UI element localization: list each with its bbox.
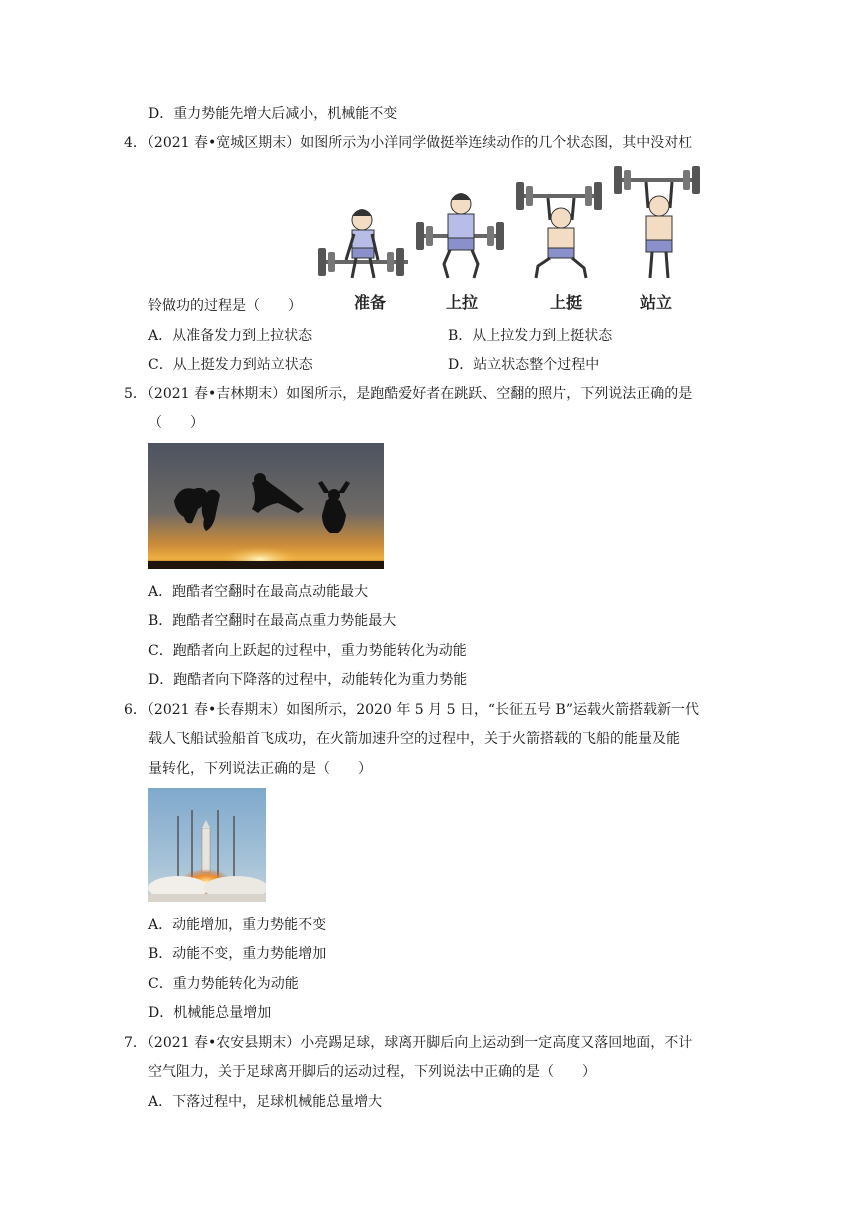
rocket-launch-photo (148, 788, 266, 902)
lifter-pull-icon (416, 193, 504, 278)
q5-option-a: A．跑酷者空翻时在最高点动能最大 (148, 584, 369, 600)
q6-option-d: D．机械能总量增加 (148, 1005, 272, 1021)
q5-stem-line1: 5．（2021 春•吉林期末）如图所示，是跑酷爱好者在跳跃、空翻的照片，下列说法正确的是 (124, 386, 693, 402)
weightlifting-figure (316, 162, 716, 282)
q5-option-b: B．跑酷者空翻时在最高点重力势能最大 (148, 613, 397, 629)
q5-option-c: C．跑酷者向上跃起的过程中，重力势能转化为动能 (148, 643, 467, 659)
caption-stand: 站立 (640, 293, 673, 312)
q6-stem-line1: 6．（2021 春•长春期末）如图所示，2020 年 5 月 5 日，“长征五号 B”运载火箭搭载新一代 (124, 702, 699, 718)
q6-stem-line3: 量转化，下列说法正确的是（ ） (148, 761, 372, 777)
lifter-jerk-icon (516, 182, 602, 278)
q6-option-c: C．重力势能转化为动能 (148, 976, 299, 992)
q6-option-a: A．动能增加，重力势能不变 (148, 917, 327, 933)
lifter-standing-icon (614, 166, 700, 278)
q7-stem-line2: 空气阻力，关于足球离开脚后的运动过程，下列说法中正确的是（ ） (148, 1064, 596, 1080)
q6-option-b: B．动能不变，重力势能增加 (148, 946, 327, 962)
q6-stem-line2: 载人飞船试验船首飞成功，在火箭加速升空的过程中，关于火箭搭载的飞船的能量及能 (148, 731, 680, 747)
parkour-photo (148, 443, 384, 569)
q3-option-d: D．重力势能先增大后减小，机械能不变 (148, 106, 398, 122)
caption-ready: 准备 (354, 293, 387, 312)
q4-option-c: C．从上挺发力到站立状态 (148, 357, 313, 373)
q4-stem-line2: 铃做功的过程是（ ） (148, 298, 302, 314)
q5-stem-line2: （ ） (148, 415, 204, 431)
q4-option-d: D．站立状态整个过程中 (448, 357, 600, 373)
q4-option-b: B．从上拉发力到上挺状态 (448, 328, 613, 344)
q7-option-a: A．下落过程中，足球机械能总量增大 (148, 1094, 383, 1110)
q4-stem-line1: 4．（2021 春•宽城区期末）如图所示为小洋同学做挺举连续动作的几个状态图，其中没对杠 (124, 135, 693, 151)
caption-pull: 上拉 (446, 293, 479, 312)
q4-option-a: A．从准备发力到上拉状态 (148, 328, 313, 344)
caption-jerk: 上挺 (550, 293, 583, 312)
lifter-ready-icon (318, 209, 408, 278)
q5-option-d: D．跑酷者向下降落的过程中，动能转化为重力势能 (148, 672, 468, 688)
q7-stem-line1: 7．（2021 春•农安县期末）小亮踢足球，球离开脚后向上运动到一定高度又落回地面，不计 (124, 1035, 693, 1051)
